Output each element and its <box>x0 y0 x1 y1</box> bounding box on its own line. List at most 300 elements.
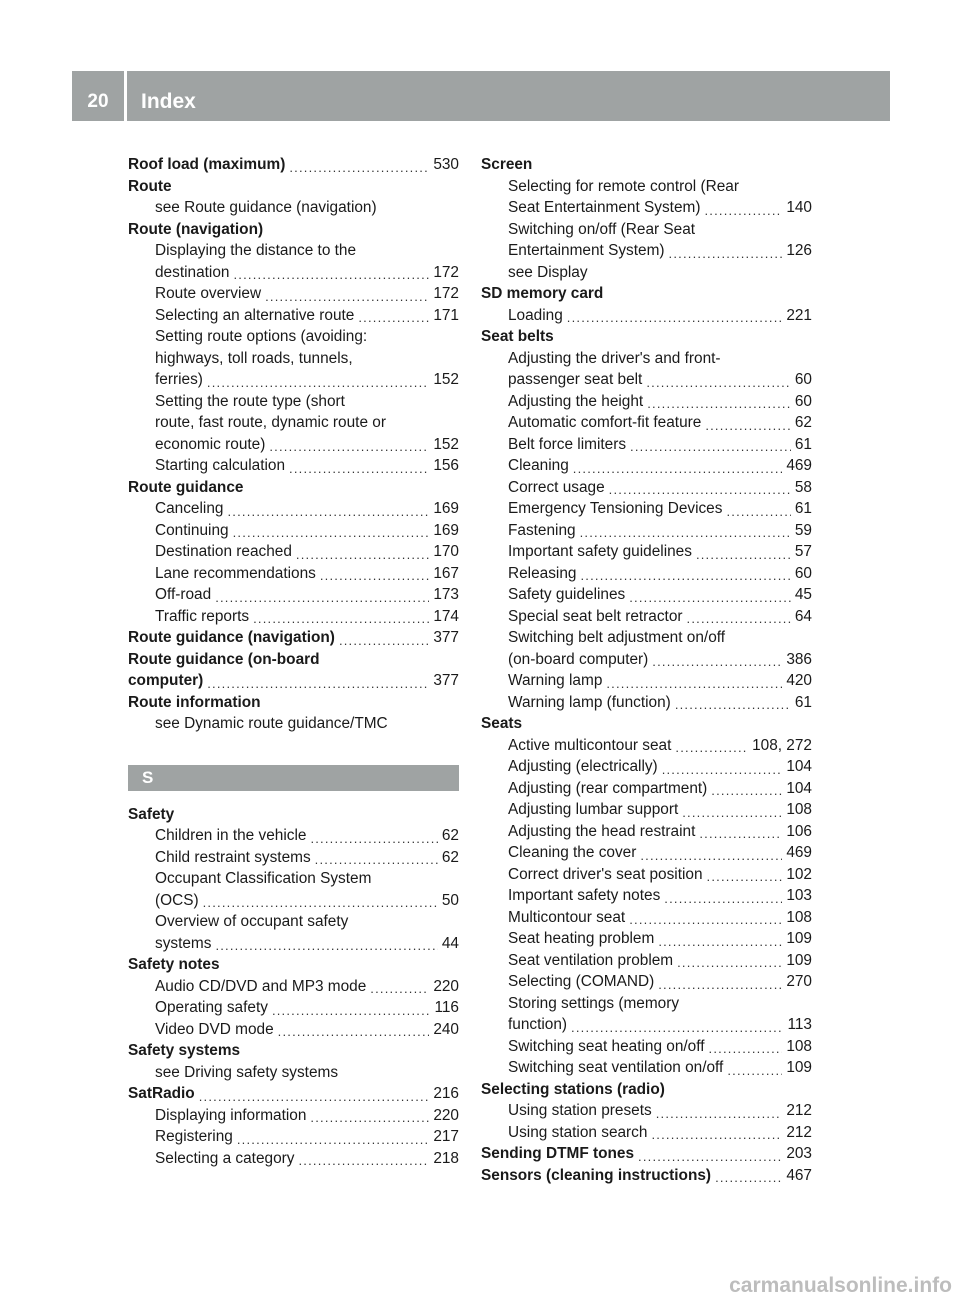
dot-leader <box>630 438 791 455</box>
entry-text: economic route) <box>155 435 266 453</box>
entry-text: see Driving safety systems <box>155 1063 339 1081</box>
dot-leader <box>339 632 429 649</box>
page-reference: 172 <box>433 285 459 302</box>
page-reference: 126 <box>786 242 812 259</box>
entry-text: Displaying information <box>155 1106 307 1124</box>
page-reference: 104 <box>786 779 812 797</box>
entry-text: Loading <box>508 306 563 324</box>
page-reference: 217 <box>433 1128 459 1145</box>
index-subentry <box>481 799 812 821</box>
page-reference: 203 <box>786 1145 812 1162</box>
page-reference: 109 <box>786 951 812 969</box>
page-title: Index <box>141 90 196 113</box>
index-subentry <box>481 928 812 950</box>
index-subentry <box>481 950 812 972</box>
dot-leader <box>677 954 782 971</box>
index-entry <box>128 804 459 826</box>
index-subentry <box>481 262 812 284</box>
entry-text: (on-board computer) <box>508 650 649 668</box>
page-reference: 113 <box>787 1016 812 1033</box>
entry-text: Sensors (cleaning instructions) <box>481 1166 712 1184</box>
page-reference: 220 <box>433 977 459 995</box>
page-reference: 60 <box>794 564 812 582</box>
index-subentry <box>481 778 812 800</box>
index-subentry <box>481 670 812 692</box>
index-entry <box>128 627 459 649</box>
page-reference: 108 <box>786 908 812 926</box>
index-subentry <box>128 455 459 477</box>
index-entry <box>481 283 812 305</box>
page-reference: 103 <box>786 887 812 904</box>
page-reference: 109 <box>786 1059 812 1076</box>
page-reference: 220 <box>433 1106 459 1124</box>
page-reference: 167 <box>433 564 459 582</box>
page-reference: 469 <box>786 457 812 474</box>
page-reference: 61 <box>794 693 812 711</box>
index-subentry <box>481 1036 812 1058</box>
index-group-s <box>128 804 459 1170</box>
page-reference: 170 <box>433 543 459 560</box>
index-entry <box>128 1083 459 1105</box>
page-reference: 469 <box>786 844 812 861</box>
entry-text: Seats <box>481 715 523 732</box>
index-subentry <box>128 369 459 391</box>
page-reference: 62 <box>441 827 459 844</box>
entry-text: Route <box>128 177 172 195</box>
dot-leader <box>269 438 429 455</box>
entry-text: Video DVD mode <box>155 1020 274 1038</box>
entry-text: Adjusting the driver's and front- <box>508 349 721 367</box>
index-subentry <box>481 219 812 241</box>
page-reference: 212 <box>786 1102 812 1119</box>
entry-text: Registering <box>155 1128 233 1145</box>
dot-leader <box>215 589 429 606</box>
entry-text: Cleaning the cover <box>508 844 637 861</box>
index-subentry <box>481 455 812 477</box>
dot-leader <box>629 589 791 606</box>
page-reference: 58 <box>794 478 812 496</box>
entry-text: Setting route options (avoiding: <box>155 328 368 345</box>
index-subentry <box>128 1126 459 1148</box>
index-subentry <box>128 1062 459 1084</box>
index-subentry <box>128 348 459 370</box>
entry-text: Canceling <box>155 500 224 517</box>
entry-text: Using station presets <box>508 1102 652 1119</box>
dot-leader <box>629 911 782 928</box>
dot-leader <box>203 894 438 911</box>
index-subentry <box>128 933 459 955</box>
index-subentry <box>128 911 459 933</box>
entry-text: computer) <box>128 672 204 689</box>
entry-text: Important safety notes <box>508 887 661 904</box>
entry-text: (OCS) <box>155 891 199 909</box>
page-reference: 62 <box>794 414 812 431</box>
dot-leader <box>567 309 783 326</box>
entry-text: Screen <box>481 156 533 173</box>
entry-text: Overview of occupant safety <box>155 913 349 930</box>
entry-text: Selecting (COMAND) <box>508 973 655 990</box>
page-reference: 377 <box>433 672 459 689</box>
entry-text: Operating safety <box>155 999 268 1016</box>
index-entry <box>128 692 459 714</box>
dot-leader <box>682 804 782 821</box>
dot-leader <box>573 460 783 477</box>
index-subentry <box>128 262 459 284</box>
dot-leader <box>580 524 791 541</box>
index-subentry <box>481 885 812 907</box>
entry-text: Fastening <box>508 521 576 539</box>
entry-text: destination <box>155 263 230 281</box>
entry-text: Multicontour seat <box>508 908 626 926</box>
index-subentry <box>481 1122 812 1144</box>
index-subentry <box>128 498 459 520</box>
dot-leader <box>726 503 790 520</box>
entry-text: SatRadio <box>128 1085 195 1102</box>
index-subentry <box>481 627 812 649</box>
dot-leader <box>296 546 429 563</box>
index-subentry <box>128 1019 459 1041</box>
index-subentry <box>481 197 812 219</box>
dot-leader <box>662 761 783 778</box>
dot-leader <box>704 202 782 219</box>
index-subentry <box>128 434 459 456</box>
index-subentry <box>481 993 812 1015</box>
entry-text: Automatic comfort-fit feature <box>508 414 702 431</box>
page-reference: 61 <box>794 500 812 517</box>
dot-leader <box>675 696 791 713</box>
entry-text: Belt force limiters <box>508 435 627 453</box>
dot-leader <box>199 1088 430 1105</box>
dot-leader <box>370 980 429 997</box>
dot-leader <box>699 825 782 842</box>
index-subentry <box>481 1014 812 1036</box>
index-entry <box>128 176 459 198</box>
index-subentry <box>128 197 459 219</box>
index-entry <box>128 670 459 692</box>
index-subentry <box>481 348 812 370</box>
page-reference: 221 <box>786 306 812 324</box>
entry-text: Continuing <box>155 521 229 539</box>
index-subentry <box>128 713 459 735</box>
page-reference: 108, 272 <box>752 736 812 754</box>
dot-leader <box>253 610 429 627</box>
index-entry <box>481 713 812 735</box>
entry-text: Entertainment System) <box>508 242 665 259</box>
index-subentry <box>128 326 459 348</box>
dot-leader <box>571 1019 783 1036</box>
index-subentry <box>481 1057 812 1079</box>
index-subentry <box>128 976 459 998</box>
page-reference: 420 <box>786 672 812 689</box>
page-reference: 116 <box>434 999 459 1016</box>
page-reference: 156 <box>433 457 459 474</box>
index-entry <box>481 1165 812 1187</box>
page-reference: 174 <box>433 607 459 625</box>
dot-leader <box>310 830 437 847</box>
entry-text: Route guidance (navigation) <box>128 629 335 646</box>
dot-leader <box>207 374 429 391</box>
dot-leader <box>298 1152 429 1169</box>
page-reference: 171 <box>433 306 459 324</box>
index-subentry <box>128 868 459 890</box>
entry-text: Off-road <box>155 586 212 603</box>
entry-text: highways, toll roads, tunnels, <box>155 349 353 367</box>
entry-text: Special seat belt retractor <box>508 607 683 625</box>
dot-leader <box>310 1109 429 1126</box>
index-subentry <box>128 997 459 1019</box>
entry-text: Releasing <box>508 564 577 582</box>
page-reference: 386 <box>786 650 812 668</box>
dot-leader <box>696 546 791 563</box>
dot-leader <box>658 976 782 993</box>
index-subentry <box>481 541 812 563</box>
entry-text: Route guidance (on-board <box>128 650 320 668</box>
page-reference: 57 <box>794 543 812 560</box>
entry-text: Route information <box>128 693 261 711</box>
index-subentry <box>128 541 459 563</box>
index-subentry <box>481 369 812 391</box>
page-reference: 169 <box>433 521 459 539</box>
page-reference: 218 <box>433 1149 459 1167</box>
dot-leader <box>315 851 438 868</box>
entry-text: Emergency Tensioning Devices <box>508 500 723 517</box>
dot-leader <box>580 567 790 584</box>
entry-text: Selecting a category <box>155 1149 295 1167</box>
entry-text: Seat Entertainment System) <box>508 199 701 216</box>
entry-text: Safety <box>128 805 175 823</box>
index-subentry <box>128 606 459 628</box>
page-reference: 62 <box>441 848 459 866</box>
dot-leader <box>640 847 782 864</box>
page-reference: 216 <box>433 1085 459 1102</box>
index-subentry <box>481 563 812 585</box>
page-reference: 108 <box>786 1037 812 1055</box>
page-reference: 169 <box>433 500 459 517</box>
dot-leader <box>227 503 429 520</box>
entry-text: Destination reached <box>155 543 292 560</box>
entry-text: Selecting an alternative route <box>155 306 355 324</box>
index-subentry <box>481 305 812 327</box>
entry-text: Displaying the distance to the <box>155 242 357 259</box>
entry-text: Seat heating problem <box>508 930 655 947</box>
dot-leader <box>652 653 782 670</box>
page-reference: 45 <box>794 586 812 603</box>
index-subentry <box>481 1100 812 1122</box>
entry-text: Seat belts <box>481 328 554 345</box>
index-entry <box>481 154 812 176</box>
entry-text: Safety guidelines <box>508 586 626 603</box>
entry-text: Children in the vehicle <box>155 827 307 844</box>
index-entry <box>128 1040 459 1062</box>
dot-leader <box>638 1148 782 1165</box>
dot-leader <box>727 1062 782 1079</box>
page-reference: 173 <box>433 586 459 603</box>
entry-text: ferries) <box>155 371 203 388</box>
dot-leader <box>687 610 791 627</box>
entry-text: Lane recommendations <box>155 564 316 582</box>
dot-leader <box>215 937 437 954</box>
index-subentry <box>128 412 459 434</box>
page-reference: 59 <box>794 521 812 539</box>
entry-text: see Route guidance (navigation) <box>155 199 377 216</box>
entry-text: function) <box>508 1016 568 1033</box>
entry-text: Switching seat heating on/off <box>508 1037 705 1055</box>
index-subentry <box>481 240 812 262</box>
index-subentry <box>128 1148 459 1170</box>
index-subentry <box>481 864 812 886</box>
entry-text: Selecting stations (radio) <box>481 1080 665 1098</box>
index-column-right <box>481 154 812 1186</box>
index-subentry <box>128 305 459 327</box>
dot-leader <box>656 1105 783 1122</box>
page-reference: 102 <box>786 865 812 883</box>
dot-leader <box>237 1131 429 1148</box>
index-subentry <box>481 971 812 993</box>
page-reference: 50 <box>441 891 459 909</box>
entry-text: see Display <box>508 263 588 281</box>
index-entry <box>128 477 459 499</box>
index-entry <box>481 326 812 348</box>
page-reference: 106 <box>786 822 812 840</box>
entry-text: Switching belt adjustment on/off <box>508 629 726 646</box>
index-subentry <box>481 821 812 843</box>
page-reference: 104 <box>786 758 812 775</box>
index-subentry <box>481 649 812 671</box>
index-subentry <box>481 692 812 714</box>
entry-text: Warning lamp (function) <box>508 693 671 711</box>
entry-text: Safety notes <box>128 956 220 973</box>
index-subentry <box>128 240 459 262</box>
section-header-s: S <box>128 765 459 791</box>
entry-text: Child restraint systems <box>155 848 311 866</box>
dot-leader <box>233 524 430 541</box>
index-column-left <box>128 154 459 1169</box>
entry-text: Important safety guidelines <box>508 543 692 560</box>
page-reference: 60 <box>794 392 812 410</box>
page-reference: 152 <box>433 435 459 453</box>
index-subentry <box>481 842 812 864</box>
entry-text: Using station search <box>508 1123 648 1141</box>
dot-leader <box>705 417 791 434</box>
entry-text: Route overview <box>155 285 262 302</box>
dot-leader <box>233 266 429 283</box>
dot-leader <box>658 933 782 950</box>
index-subentry <box>481 176 812 198</box>
dot-leader <box>358 309 429 326</box>
dot-leader <box>289 159 429 176</box>
page-reference: 108 <box>786 801 812 818</box>
index-subentry <box>481 584 812 606</box>
page-reference: 467 <box>786 1166 812 1184</box>
page-reference: 377 <box>433 629 459 646</box>
dot-leader <box>207 675 429 692</box>
entry-text: Traffic reports <box>155 607 250 625</box>
dot-leader <box>609 481 791 498</box>
entry-text: Switching on/off (Rear Seat <box>508 220 696 238</box>
dot-leader <box>272 1002 431 1019</box>
page-reference: 64 <box>794 607 812 625</box>
entry-text: Roof load (maximum) <box>128 156 286 173</box>
dot-leader <box>320 567 429 584</box>
index-subentry <box>481 907 812 929</box>
entry-text: Storing settings (memory <box>508 994 680 1012</box>
page-reference: 152 <box>433 371 459 388</box>
page-reference: 212 <box>786 1123 812 1141</box>
index-subentry <box>128 283 459 305</box>
dot-leader <box>651 1126 782 1143</box>
index-subentry <box>481 735 812 757</box>
entry-text: Route guidance <box>128 478 244 496</box>
index-entry <box>128 649 459 671</box>
entry-text: Adjusting (rear compartment) <box>508 779 708 797</box>
dot-leader <box>675 739 748 756</box>
dot-leader <box>715 1169 782 1186</box>
entry-text: Adjusting lumbar support <box>508 801 679 818</box>
dot-leader <box>646 374 791 391</box>
page-reference: 109 <box>786 930 812 947</box>
page-reference: 270 <box>786 973 812 990</box>
dot-leader <box>664 890 782 907</box>
index-subentry <box>481 606 812 628</box>
entry-text: Warning lamp <box>508 672 603 689</box>
entry-text: Cleaning <box>508 457 569 474</box>
index-subentry <box>128 584 459 606</box>
page-reference: 240 <box>433 1020 459 1038</box>
page-reference: 140 <box>786 199 812 216</box>
index-subentry <box>128 391 459 413</box>
entry-text: Adjusting the head restraint <box>508 822 696 840</box>
dot-leader <box>669 245 783 262</box>
index-subentry <box>128 825 459 847</box>
entry-text: Route (navigation) <box>128 220 264 238</box>
index-subentry <box>128 847 459 869</box>
page-reference: 61 <box>794 435 812 453</box>
entry-text: Switching seat ventilation on/off <box>508 1059 724 1076</box>
dot-leader <box>647 395 791 412</box>
watermark: carmanualsonline.info <box>729 1274 952 1297</box>
index-entry <box>481 1079 812 1101</box>
entry-text: see Dynamic route guidance/TMC <box>155 715 388 732</box>
index-entry <box>128 219 459 241</box>
entry-text: Adjusting (electrically) <box>508 758 658 775</box>
dot-leader <box>707 868 783 885</box>
entry-text: Safety systems <box>128 1042 241 1059</box>
entry-text: Active multicontour seat <box>508 736 672 754</box>
index-subentry <box>481 412 812 434</box>
index-group-r <box>128 154 459 735</box>
dot-leader <box>289 460 429 477</box>
index-subentry <box>481 391 812 413</box>
entry-text: systems <box>155 934 212 952</box>
dot-leader <box>711 782 782 799</box>
page-header <box>72 71 890 121</box>
page-number: 20 <box>87 91 109 112</box>
entry-text: Occupant Classification System <box>155 870 372 887</box>
index-entry <box>128 154 459 176</box>
entry-text: Correct usage <box>508 478 605 496</box>
dot-leader <box>265 288 429 305</box>
page-reference: 530 <box>433 156 459 173</box>
index-subentry <box>128 890 459 912</box>
page-reference: 44 <box>441 934 459 952</box>
index-subentry <box>128 563 459 585</box>
entry-text: Adjusting the height <box>508 392 644 410</box>
entry-text: Setting the route type (short <box>155 392 345 410</box>
index-subentry <box>481 498 812 520</box>
index-subentry <box>481 434 812 456</box>
index-subentry <box>481 756 812 778</box>
entry-text: route, fast route, dynamic route or <box>155 414 386 431</box>
